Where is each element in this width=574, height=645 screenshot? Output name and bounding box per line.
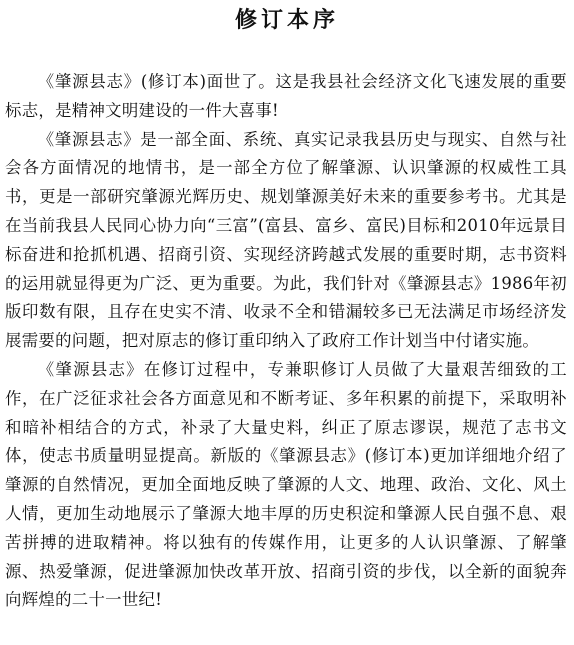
page-title: 修订本序 [234, 8, 339, 33]
paragraph-2: 《肇源县志》是一部全面、系统、真实记录我县历史与现实、自然与社会各方面情况的地情书，是一部全方位了解肇源、认识肇源的权威性工具书，更是一部研究肇源光辉历史、规划肇源美好未来的重要参考书。尤其是在当前我县人民同心协力向“三富”(富县、富乡、富民)目标和2010年远景目标奋进和抢抓机遇、招商引资、实现经济跨越式发展的重要时期，志书资料的运用就显得更为广泛、更为重要。为此，我们针对《肇源县志》1986年初版印数有限，且存在史实不清、收录不全和错漏较多已无法满足市场经济发展需要的问题，把对原志的修订重印纳入了政府工作计划当中付诸实施。 [5, 129, 567, 351]
body-text [5, 68, 567, 615]
paragraph-3: 《肇源县志》在修订过程中，专兼职修订人员做了大量艰苦细致的工作，在广泛征求社会各方面意见和不断考证、多年积累的前提下，采取明补和暗补相结合的方式，补录了大量史料，纠正了原志谬误，规范了志书文体，使志书质量明显提高。新版的《肇源县志》(修订本)更加详细地介绍了肇源的自然情况，更加全面地反映了肇源的人文、地理、政治、文化、风土人情，更加生动地展示了肇源大地丰厚的历史积淀和肇源人民自强不息、艰苦拼搏的进取精神。将以独有的传媒作用，让更多的人认识肇源、了解肇源、热爱肇源，促进肇源加快改革开放、招商引资的步伐，以全新的面貌奔向辉煌的二十一世纪! [5, 359, 567, 610]
paragraph-1: 《肇源县志》(修订本)面世了。这是我县社会经济文化飞速发展的重要标志，是精神文明建设的一件大喜事! [5, 72, 567, 120]
